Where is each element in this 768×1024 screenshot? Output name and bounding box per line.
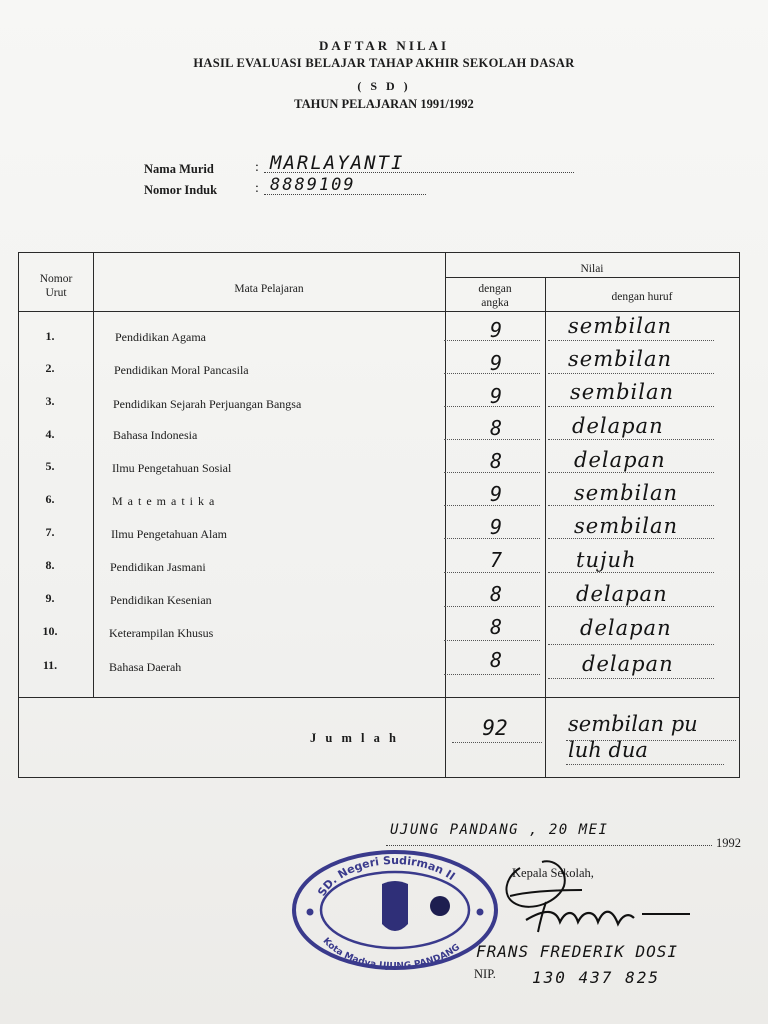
- svg-text:SD. Negeri Sudirman II: SD. Negeri Sudirman II: [315, 853, 458, 899]
- row-10-words: delapan: [580, 616, 672, 640]
- row-1-score: 9: [489, 318, 503, 342]
- total-label: J u m l a h: [310, 731, 399, 745]
- row-1-word-dots: [548, 340, 714, 341]
- row-11-score-dots: [444, 674, 540, 675]
- row-2-score-dots: [444, 373, 540, 374]
- row-5-words: delapan: [574, 448, 666, 472]
- row-7-score-dots: [444, 538, 540, 539]
- row-9-number: 9.: [45, 591, 55, 605]
- place-date: UJUNG PANDANG , 20 MEI: [390, 822, 609, 838]
- number-label: Nomor Induk: [144, 183, 218, 197]
- nip-label: NIP.: [474, 967, 496, 981]
- header-nomor-urut: Nomor Urut: [39, 273, 73, 299]
- student-number-value: 8889109: [270, 175, 356, 195]
- name-colon: :: [255, 160, 259, 175]
- row-10-subject: Keterampilan Khusus: [109, 626, 214, 640]
- col-divider-no: [93, 253, 94, 697]
- col-divider-subject: [445, 253, 446, 777]
- row-9-word-dots: [548, 606, 714, 607]
- row-3-words: sembilan: [570, 380, 675, 404]
- title-tahun-pelajaran: TAHUN PELAJARAN 1991/1992: [294, 97, 474, 111]
- row-9-score-dots: [444, 606, 540, 607]
- title-sd: ( S D ): [357, 79, 411, 93]
- row-5-score-dots: [444, 472, 540, 473]
- row-11-word-dots: [548, 678, 714, 679]
- row-7-number: 7.: [45, 525, 55, 539]
- name-label: Nama Murid: [144, 162, 214, 176]
- row-6-number: 6.: [45, 492, 55, 506]
- row-11-words: delapan: [582, 652, 674, 676]
- row-8-score-dots: [444, 572, 540, 573]
- row-9-score: 8: [489, 582, 503, 606]
- row-6-score: 9: [489, 482, 503, 506]
- header-dengan-huruf: dengan huruf: [611, 291, 673, 303]
- row-10-score: 8: [489, 615, 503, 639]
- signature-icon: [486, 832, 706, 942]
- row-1-words: sembilan: [568, 314, 673, 338]
- header-mata-pelajaran: Mata Pelajaran: [234, 283, 304, 295]
- row-8-number: 8.: [45, 558, 55, 572]
- headmaster-title: Kepala Sekolah,: [512, 866, 594, 880]
- row-9-subject: Pendidikan Kesenian: [110, 593, 212, 607]
- total-word-dots-1: [566, 740, 736, 741]
- total-score-dots: [452, 742, 542, 743]
- row-10-word-dots: [548, 644, 714, 645]
- row-4-score: 8: [489, 416, 503, 440]
- year: 1992: [716, 836, 741, 850]
- row-6-word-dots: [548, 505, 714, 506]
- svg-text:Kota Madya UJUNG PANDANG: Kota Madya UJUNG PANDANG: [320, 936, 463, 972]
- school-stamp-icon: [290, 848, 500, 972]
- row-4-words: delapan: [572, 414, 664, 438]
- nilai-sub-line: [445, 277, 739, 278]
- row-5-subject: Ilmu Pengetahuan Sosial: [112, 461, 232, 475]
- row-9-words: delapan: [576, 582, 668, 606]
- row-6-words: sembilan: [574, 481, 679, 505]
- row-1-subject: Pendidikan Agama: [115, 330, 206, 344]
- title-hasil-evaluasi: HASIL EVALUASI BELAJAR TAHAP AKHIR SEKOLAH DASAR: [193, 56, 575, 70]
- row-8-words: tujuh: [576, 548, 637, 572]
- row-4-score-dots: [444, 439, 540, 440]
- row-1-score-dots: [444, 340, 540, 341]
- row-5-word-dots: [548, 472, 714, 473]
- header-bottom-line: [19, 311, 739, 312]
- row-2-words: sembilan: [568, 347, 673, 371]
- row-5-score: 8: [489, 449, 503, 473]
- student-name-value: MARLAYANTI: [270, 152, 405, 174]
- row-3-score: 9: [489, 384, 503, 408]
- row-2-score: 9: [489, 351, 503, 375]
- row-3-number: 3.: [45, 394, 55, 408]
- row-3-subject: Pendidikan Sejarah Perjuangan Bangsa: [113, 397, 302, 411]
- row-7-words: sembilan: [574, 514, 679, 538]
- row-11-score: 8: [489, 648, 503, 672]
- row-3-word-dots: [548, 406, 714, 407]
- header-dengan-angka: dengan angka: [478, 283, 512, 309]
- row-8-subject: Pendidikan Jasmani: [110, 560, 206, 574]
- row-10-score-dots: [444, 640, 540, 641]
- number-colon: :: [255, 181, 259, 196]
- total-words-line1: sembilan pu: [568, 712, 698, 736]
- title-daftar-nilai: DAFTAR NILAI: [318, 38, 449, 53]
- row-5-number: 5.: [45, 459, 55, 473]
- total-score: 92: [482, 716, 508, 740]
- row-4-number: 4.: [45, 427, 55, 441]
- nip-value: 130 437 825: [532, 968, 660, 987]
- row-7-subject: Ilmu Pengetahuan Alam: [111, 527, 227, 541]
- row-1-number: 1.: [45, 329, 55, 343]
- row-2-number: 2.: [45, 361, 55, 375]
- header-nilai: Nilai: [580, 263, 604, 275]
- row-10-number: 10.: [42, 624, 58, 638]
- total-top-line: [19, 697, 739, 698]
- row-2-word-dots: [548, 373, 714, 374]
- row-2-subject: Pendidikan Moral Pancasila: [114, 363, 249, 377]
- row-6-score-dots: [444, 505, 540, 506]
- row-3-score-dots: [444, 406, 540, 407]
- row-4-word-dots: [548, 439, 714, 440]
- row-11-number: 11.: [42, 658, 58, 672]
- total-word-dots-2: [566, 764, 724, 765]
- row-8-word-dots: [548, 572, 714, 573]
- row-6-subject: M a t e m a t i k a: [112, 494, 216, 508]
- row-11-subject: Bahasa Daerah: [109, 660, 182, 674]
- headmaster-name: FRANS FREDERIK DOSI: [476, 942, 679, 961]
- row-7-score: 9: [489, 515, 503, 539]
- row-4-subject: Bahasa Indonesia: [113, 428, 198, 442]
- row-7-word-dots: [548, 538, 714, 539]
- total-words-line2: luh dua: [568, 738, 648, 762]
- col-divider-angka: [545, 277, 546, 777]
- row-8-score: 7: [489, 548, 503, 572]
